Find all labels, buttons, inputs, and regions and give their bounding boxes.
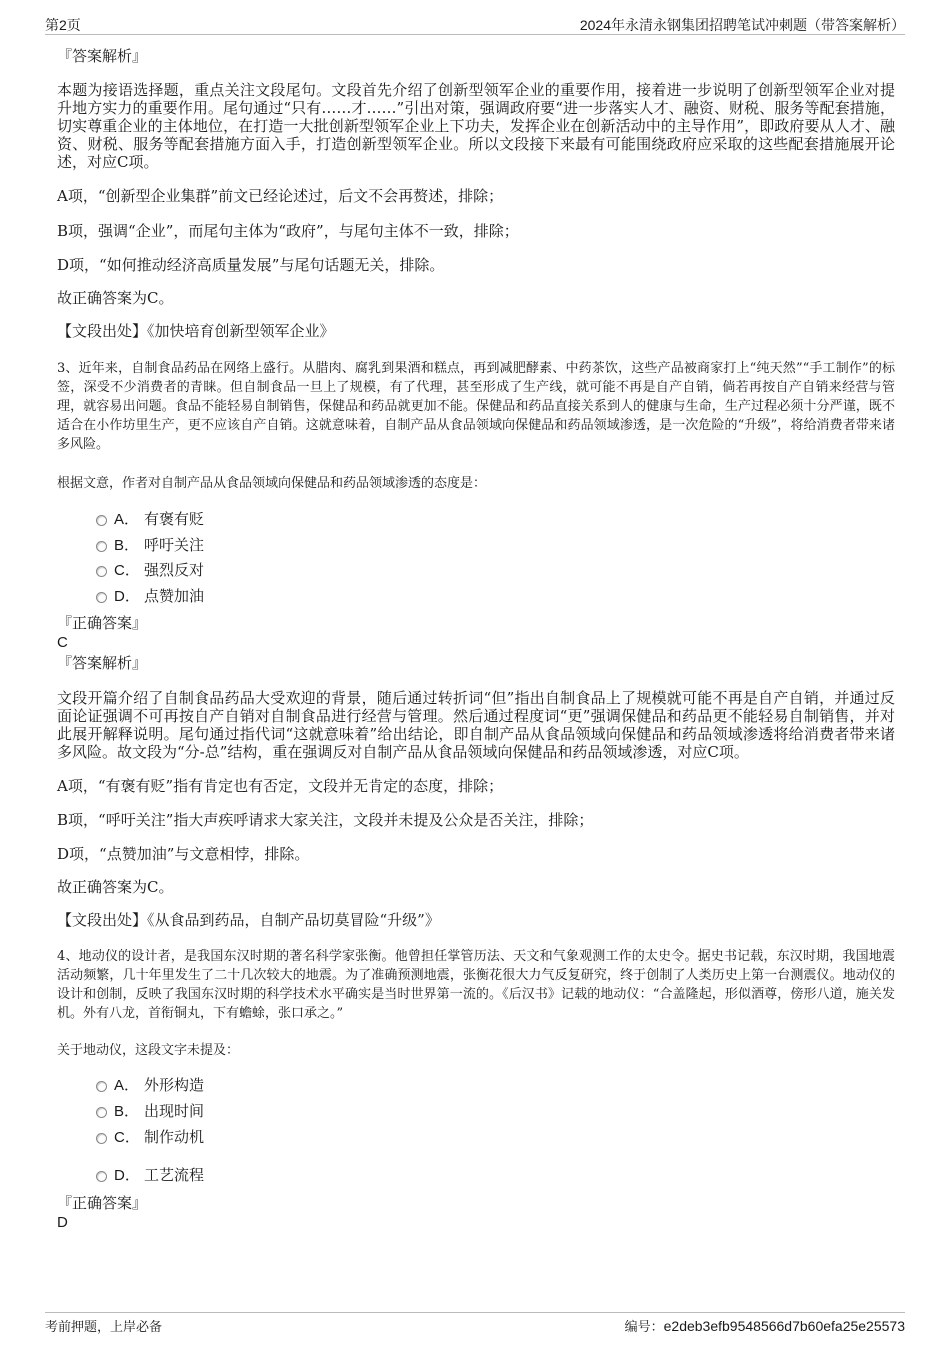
q4-option-c[interactable]: C． 制作动机 <box>96 1127 204 1147</box>
radio-icon[interactable] <box>96 541 107 552</box>
radio-icon[interactable] <box>96 515 107 526</box>
q4-answer: D <box>57 1214 68 1231</box>
q3-question: 根据文意，作者对自制产品从食品领域向保健品和药品领域渗透的态度是： <box>57 476 487 491</box>
q3-conclusion: 故正确答案为C。 <box>57 878 174 896</box>
q3-answer: C <box>57 634 68 651</box>
q2-conclusion: 故正确答案为C。 <box>57 289 174 307</box>
q3-answer-mark: 『正确答案』 <box>57 614 148 632</box>
q2-exclusion-a: A项，“创新型企业集群”前文已经论述过，后文不会再赘述，排除； <box>57 187 504 205</box>
q4-answer-mark: 『正确答案』 <box>57 1194 148 1212</box>
q3-option-d[interactable]: D． 点赞加油 <box>96 586 204 606</box>
q3-source: 【文段出处】《从食品到药品，自制产品切莫冒险“升级”》 <box>57 911 440 929</box>
radio-icon[interactable] <box>96 566 107 577</box>
q3-analysis-text: 文段开篇介绍了自制食品药品大受欢迎的背景，随后通过转折词“但”指出自制食品上了规模就可能不再是自产自销，并通过反面论证强调不可再按自产自销对自制食品进行经营与管理。然后通过程度词“更”强调保健品和药品更不能轻易自制销售，并对此展开解释说明。尾句通过指代词“这就意味着”给出结论，即自制产品从食品领域向保健品和药品领域渗透将给消费者带来诸多风险。故文段为“分-总”结构，重在强调反对自制产品从食品领域向保健品和药品领域渗透，对应C项。 <box>57 689 895 761</box>
q2-exclusion-d: D项，“如何推动经济高质量发展”与尾句话题无关，排除。 <box>57 256 445 274</box>
q3-option-c[interactable]: C． 强烈反对 <box>96 560 204 580</box>
q3-option-a[interactable]: A． 有褒有贬 <box>96 509 204 529</box>
q4-passage: 4、地动仪的设计者，是我国东汉时期的著名科学家张衡。他曾担任掌管历法、天文和气象观测工作的太史令。据史书记载，东汉时期，我国地震活动频繁，几十年里发生了二十几次较大的地震。为了准确预测地震，张衡花很大力气反复研究，终于创制了人类历史上第一台测震仪。地动仪的设计和创制，反映了我国东汉时期的科学技术水平确实是当时世界第一流的。《后汉书》记载的地动仪：“合盖隆起，形似酒尊，傍形八道，施关发机。外有八龙，首衔铜丸，下有蟾蜍，张口承之。” <box>57 949 895 1021</box>
q3-exclusion-b: B项，“呼吁关注”指大声疾呼请求大家关注，文段并未提及公众是否关注，排除； <box>57 811 594 829</box>
q3-option-b[interactable]: B． 呼吁关注 <box>96 535 204 555</box>
code-label: 编号： <box>624 1319 664 1334</box>
radio-icon[interactable] <box>96 592 107 603</box>
footer-slogan: 考前押题，上岸必备 <box>45 1319 163 1334</box>
q4-option-d[interactable]: D． 工艺流程 <box>96 1165 204 1185</box>
radio-icon[interactable] <box>96 1081 107 1092</box>
page-number: 第2页 <box>45 17 81 33</box>
q4-option-a[interactable]: A． 外形构造 <box>96 1075 204 1095</box>
q4-option-b[interactable]: B． 出现时间 <box>96 1101 204 1121</box>
q3-analysis-mark: 『答案解析』 <box>57 654 148 672</box>
q2-analysis-text: 本题为接语选择题，重点关注文段尾句。文段首先介绍了创新型领军企业的重要作用，接着进一步说明了创新型领军企业对提升地方实力的重要作用。尾句通过“只有……才……”引出对策，强调政府要“进一步落实人才、融资、财税、服务等配套措施，切实尊重企业的主体地位，在打造一大批创新型领军企业上下功夫，发挥企业在创新活动中的主导作用”，即政府要从人才、融资、财税、服务等配套措施方面入手，打造创新型领军企业。所以文段接下来最有可能围绕政府应采取的这些配套措施展开论述，对应C项。 <box>57 81 895 171</box>
page-footer <box>45 1312 905 1337</box>
q2-analysis-mark: 『答案解析』 <box>57 47 148 65</box>
q2-exclusion-b: B项，强调“企业”，而尾句主体为“政府”，与尾句主体不一致，排除； <box>57 222 519 240</box>
q3-passage: 3、近年来，自制食品药品在网络上盛行。从腊肉、腐乳到果酒和糕点，再到减肥酵素、中药茶饮，这些产品被商家打上“纯天然”“手工制作”的标签，深受不少消费者的青睐。但自制食品一旦上了规模，有了代理，甚至形成了生产线，就可能不再是自产自销，倘若再按自产自销来经营与管理，就容易出问题。食品不能轻易自制销售，保健品和药品就更加不能。保健品和药品直接关系到人的健康与生命，生产过程必须十分严谨，既不适合在小作坊里生产，更不应该自产自销。这就意味着，自制产品从食品领域向保健品和药品领域渗透，是一次危险的“升级”，将给消费者带来诸多风险。 <box>57 361 895 452</box>
document-title: 2024年永清永钢集团招聘笔试冲刺题（带答案解析） <box>579 17 905 33</box>
radio-icon[interactable] <box>96 1107 107 1118</box>
q3-exclusion-d: D项，“点赞加油”与文意相悖，排除。 <box>57 845 310 863</box>
document-code <box>625 1316 905 1335</box>
q2-source: 【文段出处】《加快培育创新型领军企业》 <box>57 322 335 340</box>
page-header <box>45 14 905 35</box>
radio-icon[interactable] <box>96 1171 107 1182</box>
radio-icon[interactable] <box>96 1133 107 1144</box>
q4-question: 关于地动仪，这段文字未提及： <box>57 1043 240 1058</box>
code-value: e2deb3efb9548566d7b60efa25e25573 <box>663 1318 905 1334</box>
q3-exclusion-a: A项，“有褒有贬”指有肯定也有否定，文段并无肯定的态度，排除； <box>57 777 504 795</box>
